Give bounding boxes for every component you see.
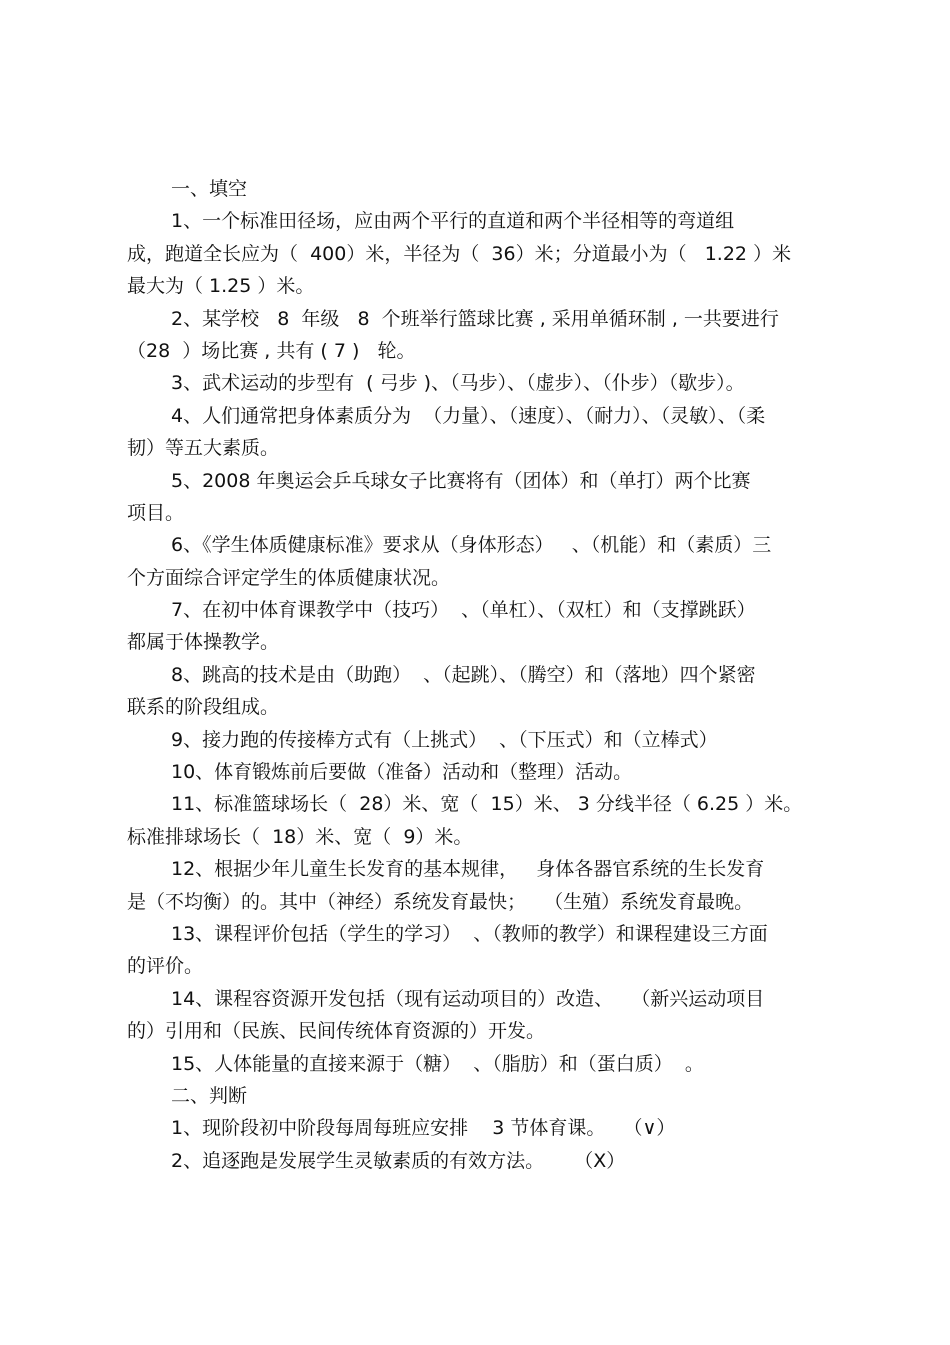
text-line: 8、跳高的技术是由（助跑） 、（起跳）、（腾空）和（落地）四个紧密: [171, 663, 756, 686]
text-line: 项目。: [127, 501, 185, 524]
text-line: 5、2008 年奥运会乒乓球女子比赛将有（团体）和（单打）两个比赛: [171, 469, 751, 492]
text-line: 11、标准篮球场长（ 28）米、宽（ 15）米、 3 分线半径（ 6.25 ）米。: [171, 793, 803, 816]
text-line: 1、现阶段初中阶段每周每班应安排 3 节体育课。 （∨）: [171, 1117, 676, 1140]
text-line: 1、一个标准田径场，应由两个平行的直道和两个半径相等的弯道组: [171, 210, 735, 233]
text-line: 2、追逐跑是发展学生灵敏素质的有效方法。 （X）: [171, 1149, 626, 1172]
text-line: 一、填空: [171, 178, 248, 200]
text-line: 12、根据少年儿童生长发育的基本规律， 身体各器官系统的生长发育: [171, 858, 765, 881]
text-line: 15、人体能量的直接来源于（糖） 、（脂肪）和（蛋白质） 。: [171, 1052, 704, 1075]
text-line: 3、武术运动的步型有 ( 弓步 )、（马步）、（虚步）、（仆步）（歇步）。: [171, 372, 745, 395]
text-line: 成，跑道全长应为（ 400）米，半径为（ 36）米；分道最小为（ 1.22 ）米: [127, 242, 792, 265]
document-body: [127, 173, 832, 1177]
text-line: 都属于体操教学。: [127, 631, 280, 654]
text-line: 10、体育锻炼前后要做（准备）活动和（整理）活动。: [171, 761, 633, 784]
text-line: 4、人们通常把身体素质分为 （力量）、（速度）、（耐力）、（灵敏）、（柔: [171, 404, 766, 427]
text-line: 是（不均衡）的。其中（神经）系统发育最快； （生殖）系统发育最晚。: [127, 890, 754, 913]
text-line: 韧）等五大素质。: [127, 437, 280, 460]
text-line: 6、《学生体质健康标准》要求从（身体形态） 、（机能）和（素质）三: [171, 534, 772, 557]
text-line: （28 ）场比赛 , 共有 ( 7 ) 轮。: [127, 339, 416, 362]
text-line: 14、课程容资源开发包括（现有运动项目的）改造、 （新兴运动项目: [171, 987, 765, 1010]
text-line: 7、在初中体育课教学中（技巧） 、（单杠）、（双杠）和（支撑跳跃）: [171, 599, 756, 622]
text-line: 的评价。: [127, 955, 204, 978]
text-line: 9、接力跑的传接棒方式有（上挑式） 、（下压式）和（立棒式）: [171, 728, 718, 751]
text-line: 13、课程评价包括（学生的学习） 、（教师的教学）和课程建设三方面: [171, 922, 768, 945]
text-line: 的）引用和（民族、民间传统体育资源的）开发。: [127, 1020, 546, 1043]
text-line: 2、某学校 8 年级 8 个班举行篮球比赛 , 采用单循环制 , 一共要进行: [171, 307, 779, 330]
text-line: 联系的阶段组成。: [127, 696, 280, 719]
text-line: 标准排球场长（ 18）米、宽（ 9）米。: [127, 825, 473, 848]
text-line: 个方面综合评定学生的体质健康状况。: [127, 566, 451, 589]
text-line: 最大为（ 1.25 ）米。: [127, 275, 315, 298]
text-line: 二、判断: [171, 1084, 248, 1107]
